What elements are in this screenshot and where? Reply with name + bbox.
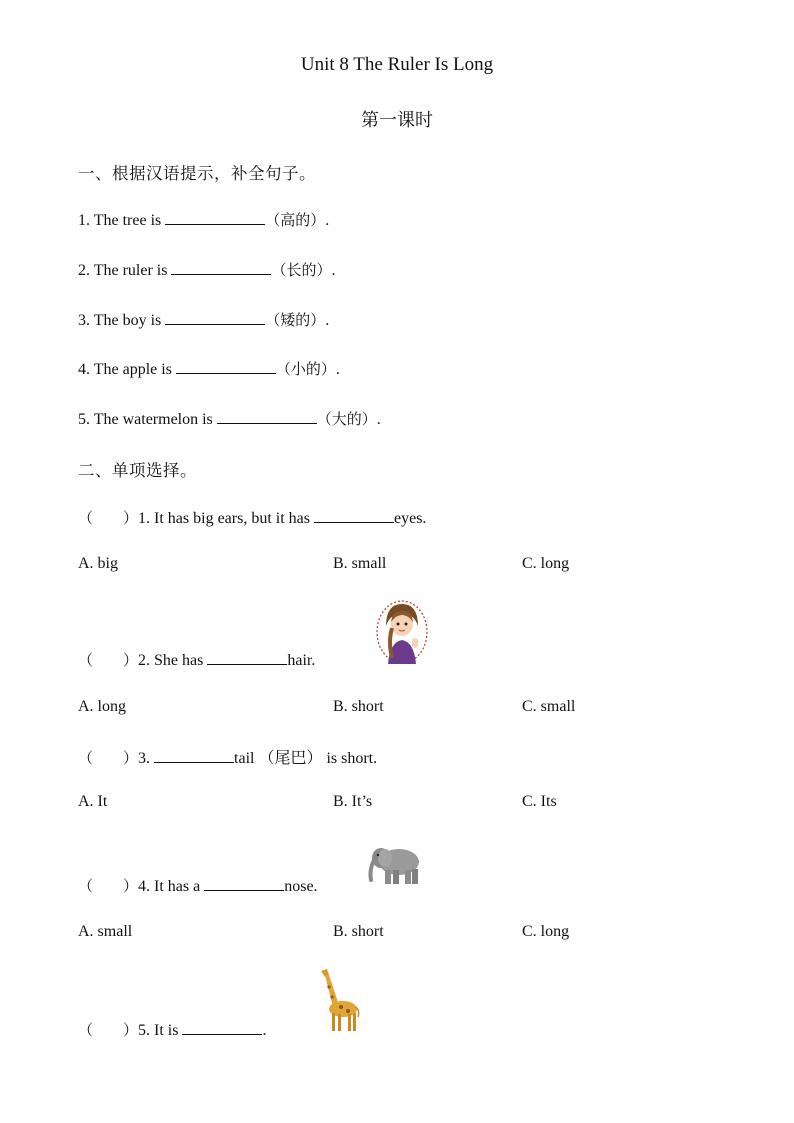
answer-blank[interactable] — [165, 309, 265, 325]
girl-with-braid-picture — [374, 598, 430, 666]
q1-option-a[interactable]: A. big — [78, 555, 118, 572]
question-text: 3. — [138, 750, 155, 767]
chinese-hint: （长的） — [271, 261, 332, 279]
answer-blank[interactable] — [171, 259, 271, 275]
item-text: 3. The boy is — [78, 312, 166, 329]
q2-option-c[interactable]: C. small — [522, 698, 576, 715]
q4-option-a[interactable]: A. small — [78, 923, 133, 940]
question-2: （ ）2. She has hair. — [78, 651, 316, 669]
answer-blank[interactable] — [176, 358, 276, 374]
answer-blank[interactable] — [204, 875, 284, 891]
answer-blank[interactable] — [165, 209, 265, 225]
fill-in-item-1: 1. The tree is （高的）. — [78, 211, 330, 229]
item-text: 2. The ruler is — [78, 262, 172, 279]
answer-parentheses[interactable]: （ ） — [78, 651, 139, 669]
item-text: 4. The apple is — [78, 361, 176, 378]
fill-in-item-3: 3. The boy is （矮的）. — [78, 311, 330, 329]
q1-option-c[interactable]: C. long — [522, 555, 570, 572]
q1-option-b[interactable]: B. small — [333, 555, 387, 572]
question-1: （ ）1. It has big ears, but it has eyes. — [78, 509, 427, 527]
chinese-hint: （矮的） — [265, 311, 326, 329]
question-text: 5. It is — [138, 1022, 183, 1039]
lesson-subtitle: 第一课时 — [361, 110, 433, 130]
chinese-hint: （大的） — [316, 410, 377, 428]
answer-parentheses[interactable]: （ ） — [78, 509, 139, 527]
giraffe-picture — [313, 967, 361, 1035]
answer-parentheses[interactable]: （ ） — [78, 749, 139, 767]
fill-in-item-2: 2. The ruler is （长的）. — [78, 261, 336, 279]
q3-option-a[interactable]: A. It — [78, 793, 108, 810]
question-text: 4. It has a — [138, 878, 205, 895]
fill-in-item-5: 5. The watermelon is （大的）. — [78, 410, 381, 428]
section-1-heading: 一、根据汉语提示，补全句子。 — [78, 164, 316, 183]
answer-parentheses[interactable]: （ ） — [78, 1021, 139, 1039]
fill-in-item-4: 4. The apple is （小的）. — [78, 360, 340, 378]
question-text: 1. It has big ears, but it has — [138, 510, 314, 527]
page-title: Unit 8 The Ruler Is Long — [300, 54, 494, 75]
answer-blank[interactable] — [314, 507, 394, 523]
question-4: （ ）4. It has a nose. — [78, 877, 318, 895]
q2-option-a[interactable]: A. long — [78, 698, 126, 715]
elephant-picture — [365, 842, 423, 886]
q4-option-b[interactable]: B. short — [333, 923, 384, 940]
item-text: 1. The tree is — [78, 212, 166, 229]
question-5: （ ）5. It is . — [78, 1021, 267, 1039]
chinese-hint: （小的） — [275, 360, 336, 378]
section-2-heading: 二、单项选择。 — [78, 461, 197, 480]
answer-blank[interactable] — [154, 747, 234, 763]
answer-blank[interactable] — [217, 408, 317, 424]
item-text: 5. The watermelon is — [78, 411, 217, 428]
q4-option-c[interactable]: C. long — [522, 923, 570, 940]
answer-parentheses[interactable]: （ ） — [78, 877, 139, 895]
question-text: 2. She has — [138, 652, 208, 669]
q3-option-c[interactable]: C. Its — [522, 793, 557, 810]
q3-option-b[interactable]: B. It’s — [333, 793, 373, 810]
answer-blank[interactable] — [207, 649, 287, 665]
q2-option-b[interactable]: B. short — [333, 698, 384, 715]
answer-blank[interactable] — [182, 1019, 262, 1035]
chinese-hint: （高的） — [265, 211, 326, 229]
question-3: （ ）3. tail （尾巴） is short. — [78, 749, 378, 767]
